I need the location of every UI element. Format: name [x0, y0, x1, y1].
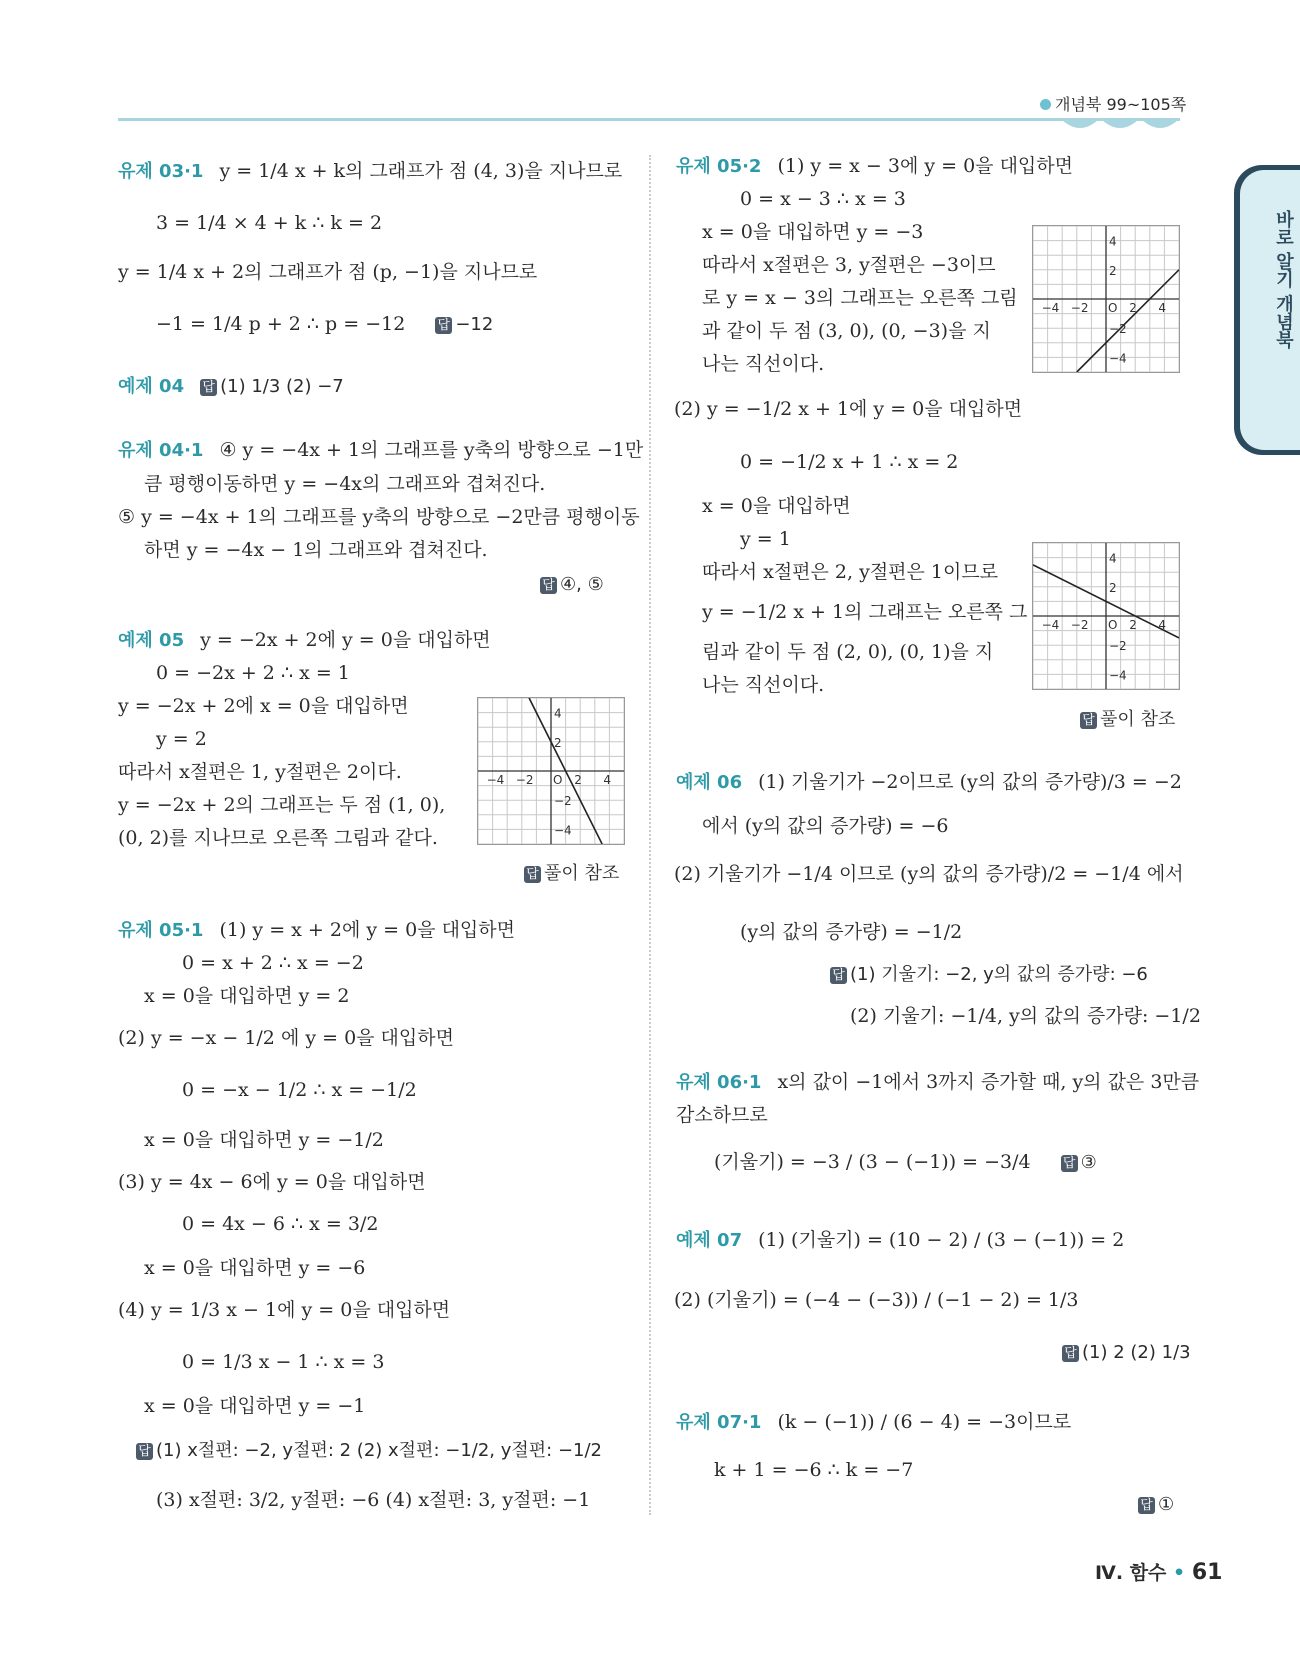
left-line — [118, 758, 402, 786]
solution-text: 따라서 x절편은 1, y절편은 2이다. — [118, 761, 402, 783]
solution-text: 감소하므로 — [676, 1104, 768, 1126]
graph-example-05 — [477, 697, 625, 845]
left-line — [144, 470, 545, 498]
right-line — [676, 1226, 1124, 1255]
tick-label: 4 — [1158, 618, 1167, 632]
chapter-label: Ⅳ. 함수 — [1095, 1562, 1167, 1584]
problem-label: 예제 04 — [118, 376, 185, 397]
solution-text: (3) y = 4x − 6에 y = 0을 대입하면 — [118, 1171, 426, 1193]
problem-label: 예제 06 — [676, 772, 743, 793]
tick-label: 4 — [603, 773, 612, 787]
left-line — [118, 258, 537, 286]
right-line — [676, 768, 1182, 797]
solution-text: y = 1 — [740, 528, 791, 550]
left-line — [182, 949, 364, 977]
answer — [540, 574, 604, 595]
solution-text: (k − (−1)) / (6 − 4) = −3이므로 — [777, 1411, 1072, 1433]
dot-icon: • — [1173, 1562, 1186, 1584]
answer-icon: 답 — [1061, 1155, 1078, 1172]
tick-label: −2 — [1109, 322, 1127, 337]
left-line — [118, 1168, 426, 1196]
solution-text: x = 0을 대입하면 y = 2 — [144, 985, 350, 1007]
answer-text: (1) x절편: −2, y절편: 2 (2) x절편: −1/2, y절편: −1/2 — [156, 1440, 602, 1461]
left-line — [524, 859, 619, 888]
solution-text: k + 1 = −6 ∴ k = −7 — [714, 1459, 914, 1481]
right-line — [674, 860, 1184, 888]
right-line — [702, 317, 991, 345]
tick-label: −2 — [554, 794, 572, 809]
left-line — [156, 1486, 590, 1514]
solution-text: ④ y = −4x + 1의 그래프를 y축의 방향으로 −1만 — [219, 439, 644, 461]
solution-text: (2) y = −x − 1/2 에 y = 0을 대입하면 — [118, 1027, 454, 1049]
answer — [830, 964, 1148, 985]
solution-text: 0 = −2x + 2 ∴ x = 1 — [156, 662, 350, 684]
solution-text: y = −2x + 2에 y = 0을 대입하면 — [200, 629, 491, 651]
right-line — [702, 671, 824, 699]
footer — [1095, 1558, 1222, 1585]
right-line — [702, 638, 993, 666]
left-line — [540, 570, 604, 599]
left-line — [156, 310, 493, 339]
solution-text: y = 2 — [156, 728, 207, 750]
left-line — [144, 1392, 365, 1420]
tick-label: −4 — [486, 773, 505, 787]
solution-text: 림과 같이 두 점 (2, 0), (0, 1)을 지 — [702, 641, 994, 663]
graph-problem-05-2-1 — [1032, 225, 1180, 373]
tick-label: 2 — [1129, 618, 1137, 632]
solution-text: 0 = −1/2 x + 1 ∴ x = 2 — [740, 451, 959, 473]
tick-label: 4 — [1109, 234, 1117, 249]
top-rule — [118, 118, 1180, 121]
graph-problem-05-2-2 — [1032, 542, 1180, 690]
left-line — [118, 1024, 454, 1052]
tick-label: 4 — [554, 706, 562, 721]
left-line — [182, 1348, 384, 1376]
solution-text: x = 0을 대입하면 y = −6 — [144, 1257, 366, 1279]
solution-text: 따라서 x절편은 2, y절편은 1이므로 — [702, 561, 999, 583]
tick-label: −2 — [1070, 618, 1089, 632]
right-line — [674, 395, 1022, 423]
left-line — [118, 157, 622, 186]
right-line — [702, 812, 949, 840]
answer-text: ③ — [1080, 1152, 1097, 1173]
solution-text: (4) y = 1/3 x − 1에 y = 0을 대입하면 — [118, 1299, 451, 1321]
problem-label: 유제 04·1 — [118, 440, 204, 461]
answer — [1061, 1152, 1097, 1173]
left-line — [118, 824, 438, 852]
reference-text: 개념북 99~105쪽 — [1055, 95, 1187, 114]
answer-text: 풀이 참조 — [544, 863, 620, 884]
answer-icon: 답 — [524, 866, 541, 883]
solution-text: (2) 기울기가 −1/4 이므로 (y의 값의 증가량)/2 = −1/4 에서 — [674, 863, 1184, 885]
left-line — [118, 1296, 450, 1324]
right-line — [1080, 705, 1175, 734]
left-line — [144, 1254, 365, 1282]
left-line — [118, 372, 344, 401]
right-line — [1062, 1338, 1191, 1367]
answer-text: 풀이 참조 — [1100, 709, 1176, 730]
right-line — [1138, 1490, 1174, 1519]
solution-text: −1 = 1/4 p + 2 ∴ p = −12 — [156, 313, 406, 335]
solution-text: ⑤ y = −4x + 1의 그래프를 y축의 방향으로 −2만큼 평행이동 — [118, 506, 640, 528]
left-line — [118, 916, 515, 945]
left-line — [118, 626, 491, 655]
left-line — [144, 1126, 384, 1154]
answer-text: (1) 기울기: −2, y의 값의 증가량: −6 — [850, 964, 1148, 985]
answer — [1080, 709, 1175, 730]
solution-text: y = −2x + 2에 x = 0을 대입하면 — [118, 695, 409, 717]
tick-label: O — [1108, 618, 1118, 632]
answer-icon: 답 — [136, 1443, 153, 1460]
tick-label: 2 — [1109, 580, 1117, 595]
left-line — [156, 725, 207, 753]
answer-icon: 답 — [1080, 712, 1097, 729]
tick-label: O — [553, 773, 563, 787]
tick-label: −2 — [515, 773, 534, 787]
tick-label: 2 — [1109, 263, 1117, 278]
solution-text: x = 0을 대입하면 — [702, 495, 851, 517]
wave-decoration — [1060, 118, 1180, 134]
solution-text: 0 = x − 3 ∴ x = 3 — [740, 188, 906, 210]
right-line — [676, 152, 1073, 181]
solution-text: 나는 직선이다. — [702, 674, 825, 696]
answer-text: (1) 2 (2) 1/3 — [1082, 1342, 1191, 1363]
solution-text: (y의 값의 증가량) = −1/2 — [740, 921, 963, 943]
right-line — [676, 1101, 768, 1129]
solution-text: (1) (기울기) = (10 − 2) / (3 − (−1)) = 2 — [758, 1229, 1125, 1251]
problem-label: 유제 03·1 — [118, 161, 204, 182]
right-line — [714, 1148, 1097, 1177]
solution-text: (1) 기울기가 −2이므로 (y의 값의 증가량)/3 = −2 — [758, 771, 1182, 793]
solution-text: y = −2x + 2의 그래프는 두 점 (1, 0), — [118, 794, 446, 816]
answer-icon: 답 — [1062, 1345, 1079, 1362]
tick-label: O — [1108, 301, 1118, 315]
right-line — [714, 1456, 913, 1484]
solution-text: (0, 2)를 지나므로 오른쪽 그림과 같다. — [118, 827, 438, 849]
tick-label: −2 — [1109, 639, 1127, 654]
tick-label: −2 — [1070, 301, 1089, 315]
solution-text: (기울기) = −3 / (3 − (−1)) = −3/4 — [714, 1151, 1031, 1173]
solution-text: (2) (기울기) = (−4 − (−3)) / (−1 − 2) = 1/3 — [674, 1289, 1079, 1311]
solution-text: 0 = −x − 1/2 ∴ x = −1/2 — [182, 1079, 417, 1101]
left-line — [118, 692, 409, 720]
solution-text: 하면 y = −4x − 1의 그래프와 겹쳐진다. — [144, 539, 488, 561]
left-line — [118, 436, 643, 465]
problem-label: 유제 06·1 — [676, 1072, 762, 1093]
column-divider — [649, 155, 651, 1515]
right-line — [702, 251, 996, 279]
left-line — [156, 209, 382, 237]
right-line — [850, 1002, 1201, 1030]
solution-text: (3) x절편: 3/2, y절편: −6 (4) x절편: 3, y절편: −1 — [156, 1489, 591, 1511]
answer-text: ① — [1158, 1494, 1175, 1515]
right-line — [702, 284, 1018, 312]
right-line — [674, 1286, 1078, 1314]
solution-text: 로 y = x − 3의 그래프는 오른쪽 그림 — [702, 287, 1018, 309]
solution-text: 0 = x + 2 ∴ x = −2 — [182, 952, 364, 974]
problem-label: 유제 05·1 — [118, 920, 204, 941]
answer — [435, 314, 493, 335]
right-line — [740, 918, 962, 946]
solution-text: 나는 직선이다. — [702, 353, 825, 375]
answer — [136, 1440, 602, 1461]
tick-label: 2 — [574, 773, 582, 787]
problem-label: 예제 07 — [676, 1230, 743, 1251]
answer — [200, 376, 344, 397]
tick-label: −4 — [554, 823, 572, 838]
solution-text: (1) y = x − 3에 y = 0을 대입하면 — [777, 155, 1073, 177]
left-line — [144, 536, 488, 564]
answer-text: (1) 1/3 (2) −7 — [220, 376, 344, 397]
left-line — [118, 503, 640, 531]
answer-text: ④, ⑤ — [560, 574, 604, 595]
solution-text: x = 0을 대입하면 y = −3 — [702, 221, 924, 243]
answer-icon: 답 — [435, 317, 452, 334]
answer-icon: 답 — [200, 379, 217, 396]
left-line — [182, 1076, 417, 1104]
left-line — [118, 791, 445, 819]
right-line — [830, 960, 1148, 989]
solution-text: 0 = 1/3 x − 1 ∴ x = 3 — [182, 1351, 385, 1373]
tick-label: 4 — [1158, 301, 1167, 315]
bullet-icon — [1040, 99, 1051, 110]
answer-text: −12 — [455, 314, 494, 335]
tick-label: 4 — [1109, 551, 1117, 566]
right-line — [702, 558, 998, 586]
right-line — [740, 448, 958, 476]
right-line — [740, 525, 791, 553]
graph-line — [1077, 270, 1179, 372]
page-number: 61 — [1191, 1560, 1223, 1585]
left-line — [182, 1210, 378, 1238]
solution-text: y = −1/2 x + 1의 그래프는 오른쪽 그 — [702, 601, 1028, 623]
answer — [524, 863, 619, 884]
answer-icon: 답 — [830, 967, 847, 984]
problem-label: 유제 07·1 — [676, 1412, 762, 1433]
right-line — [702, 350, 824, 378]
tick-label: 2 — [554, 735, 562, 750]
solution-text: 과 같이 두 점 (3, 0), (0, −3)을 지 — [702, 320, 991, 342]
answer — [1138, 1494, 1174, 1515]
right-line — [702, 598, 1027, 626]
left-line — [144, 982, 349, 1010]
solution-text: x = 0을 대입하면 y = −1/2 — [144, 1129, 384, 1151]
problem-label: 유제 05·2 — [676, 156, 762, 177]
left-line — [136, 1436, 602, 1465]
right-line — [702, 218, 923, 246]
solution-text: y = 1/4 x + k의 그래프가 점 (4, 3)을 지나므로 — [219, 160, 623, 182]
solution-text: 0 = 4x − 6 ∴ x = 3/2 — [182, 1213, 379, 1235]
solution-text: x의 값이 −1에서 3까지 증가할 때, y의 값은 3만큼 — [777, 1071, 1200, 1093]
solution-text: (2) 기울기: −1/4, y의 값의 증가량: −1/2 — [850, 1005, 1201, 1027]
left-line — [156, 659, 350, 687]
solution-text: y = 1/4 x + 2의 그래프가 점 (p, −1)을 지나므로 — [118, 261, 538, 283]
right-line — [740, 185, 906, 213]
answer-icon: 답 — [540, 577, 557, 594]
right-line — [676, 1408, 1071, 1437]
side-tab-label: 바로 알기 개념북 — [1273, 210, 1294, 349]
right-line — [676, 1068, 1199, 1097]
reference-header — [1040, 92, 1186, 115]
solution-text: (1) y = x + 2에 y = 0을 대입하면 — [219, 919, 515, 941]
tick-label: 2 — [1129, 301, 1137, 315]
tick-label: −4 — [1109, 668, 1127, 683]
solution-text: 큼 평행이동하면 y = −4x의 그래프와 겹쳐진다. — [144, 473, 546, 495]
right-line — [702, 492, 851, 520]
tick-label: −4 — [1041, 618, 1060, 632]
solution-text: x = 0을 대입하면 y = −1 — [144, 1395, 366, 1417]
solution-text: 따라서 x절편은 3, y절편은 −3이므 — [702, 254, 996, 276]
problem-label: 예제 05 — [118, 630, 185, 651]
answer-icon: 답 — [1138, 1497, 1155, 1514]
solution-text: 3 = 1/4 × 4 + k ∴ k = 2 — [156, 212, 383, 234]
solution-text: (2) y = −1/2 x + 1에 y = 0을 대입하면 — [674, 398, 1023, 420]
tick-label: −4 — [1109, 351, 1127, 366]
answer — [1062, 1342, 1191, 1363]
tick-label: −4 — [1041, 301, 1060, 315]
solution-text: 에서 (y의 값의 증가량) = −6 — [702, 815, 949, 837]
